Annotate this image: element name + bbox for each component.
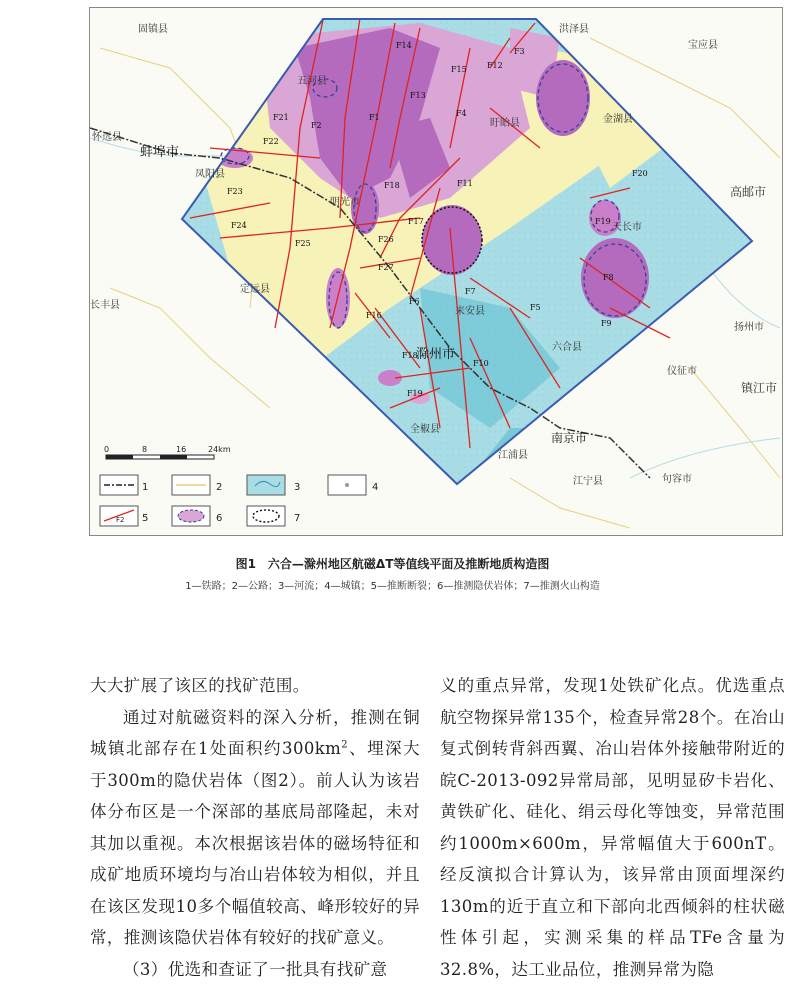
fault-label: F18 [384, 181, 400, 190]
city-label: 盱眙县 [490, 118, 520, 129]
fault-label: F15 [451, 65, 467, 74]
city-label: 定远县 [240, 284, 270, 295]
city-label: 南京市 [551, 431, 588, 445]
paragraph [90, 702, 420, 954]
fault-label: F18 [402, 351, 418, 360]
fault-label: F2 [311, 121, 322, 130]
paragraph: 义的重点异常，发现1处铁矿化点。优选重点航空物探异常135个，检查异常28个。在冶山复式倒转背斜西翼、冶山岩体外接触带附近的皖C-2013-092异常局部，见明显矽卡岩化、黄铁矿化、硅化、绢云母化等蚀变，异常范围约1000m×600m，异常幅值大于600nT。经反演拟合计算认为，该异常由顶面埋深约130m的近于直立和下部向北西倾斜的柱状磁性体引起，实测采集的样品TFe含量为32.8%，达工业品位，推测异常为隐 [440, 676, 785, 979]
fault-label: F16 [366, 311, 382, 320]
city-label: 句容市 [662, 474, 692, 485]
legend-num: 5 [142, 513, 149, 524]
city-label: 六合县 [552, 342, 582, 353]
legend-fault-sample: F2 [116, 516, 125, 524]
fault-label: F3 [514, 47, 525, 56]
scale-label: 24km [208, 445, 231, 454]
legend-num: 6 [216, 513, 223, 524]
legend-num: 4 [372, 482, 379, 493]
city-label: 仪征市 [667, 366, 697, 377]
fault-label: F12 [487, 61, 503, 70]
paragraph: 大大扩展了该区的找矿范围。 [90, 676, 310, 695]
fault-label: F13 [410, 91, 426, 100]
legend-num: 1 [142, 482, 149, 493]
fault-label: F1 [369, 113, 380, 122]
scale-label: 8 [142, 445, 148, 454]
fault-label: F9 [601, 319, 612, 328]
scale-label: 0 [104, 445, 110, 454]
paragraph-part: 、埋深大于300m的隐伏岩体（图2）。前人认为该岩体分布区是一个深部的基底局部隆起，未对其加以重视。本次根据该岩体的磁场特征和成矿地质环境均与冶山岩体较为相似，并且在该区发现10多个幅值较高、峰形较好的异常，推测该隐伏岩体有较好的找矿意义。 [90, 739, 420, 947]
fault-label: F6 [409, 297, 420, 306]
city-label: 天长市 [612, 222, 642, 233]
city-label: 全椒县 [410, 424, 440, 435]
fault-label: F27 [378, 263, 394, 272]
legend-num: 7 [294, 513, 301, 524]
fault-label: F17 [408, 217, 424, 226]
fault-label: F24 [231, 221, 247, 230]
city-label: 宝应县 [688, 40, 718, 51]
city-label: 滁州市 [416, 347, 456, 362]
city-label: 来安县 [455, 306, 485, 317]
fault-label: F23 [227, 187, 243, 196]
fault-label: F21 [273, 113, 289, 122]
geologic-map [89, 7, 783, 536]
fault-label: F8 [603, 273, 614, 282]
fault-label: F19 [407, 389, 423, 398]
city-label: 明光市 [330, 197, 360, 208]
city-label: 蚌埠市 [140, 145, 180, 160]
fault-label: F5 [530, 303, 541, 312]
fault-label: F10 [473, 359, 489, 368]
city-label: 江宁县 [573, 476, 603, 487]
fault-label: F4 [456, 109, 467, 118]
legend-num: 2 [216, 482, 223, 493]
city-label: 凤阳县 [195, 169, 225, 180]
city-label: 怀远县 [92, 132, 122, 143]
figure-caption-legend: 1—铁路；2—公路；3—河流；4—城镇；5—推断断裂；6—推测隐伏岩体；7—推测火山构造 [185, 581, 600, 592]
fault-label: F14 [396, 41, 412, 50]
text-column-left [90, 670, 420, 985]
scale-label: 16 [176, 445, 187, 454]
fault-label: F19 [595, 217, 611, 226]
legend-num: 3 [294, 482, 301, 493]
fault-label: F7 [465, 287, 476, 296]
city-label: 金湖县 [603, 114, 633, 125]
figure-caption-title: 图1 六合—滁州地区航磁ΔT等值线平面及推断地质构造图 [235, 557, 550, 571]
city-label: 五河县 [297, 76, 327, 87]
paragraph-part: 通过对航磁资料的深入分析，推测在铜城镇北部存在1处面积约300km [90, 707, 420, 758]
city-label: 镇江市 [741, 381, 778, 395]
fault-label: F20 [632, 169, 648, 178]
text-column-right [440, 670, 785, 985]
fault-label: F11 [457, 179, 473, 188]
paragraph: （3）优选和查证了一批具有找矿意 [123, 959, 388, 979]
aeromagnetic-map-svg [90, 8, 782, 535]
city-label: 江浦县 [498, 450, 528, 461]
city-label: 高邮市 [730, 185, 767, 199]
city-label: 长丰县 [90, 300, 120, 311]
fault-label: F26 [378, 235, 394, 244]
city-label: 固镇县 [138, 24, 168, 35]
fault-label: F22 [263, 137, 279, 146]
fault-label: F25 [295, 239, 311, 248]
city-label: 扬州市 [734, 322, 764, 333]
city-label: 洪泽县 [559, 24, 589, 35]
superscript: 2 [341, 739, 348, 751]
